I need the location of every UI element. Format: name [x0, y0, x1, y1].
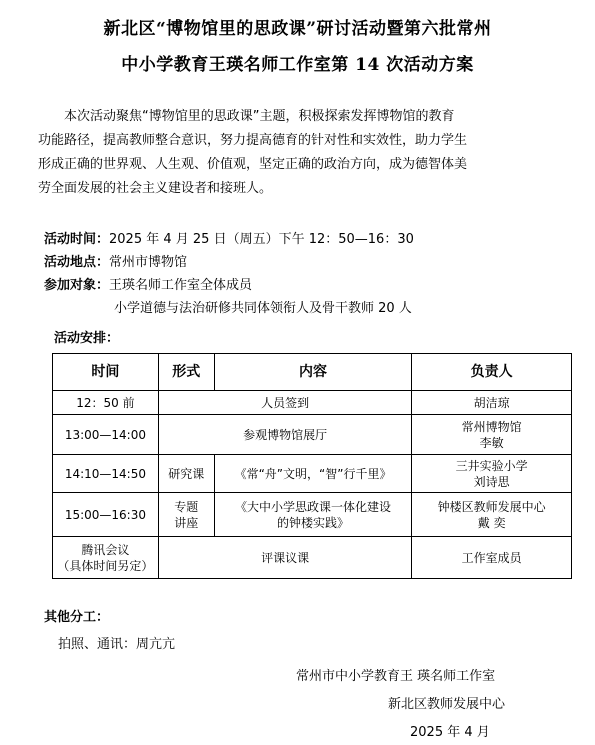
- cell-owner-org: 钟楼区教师发展中心: [437, 499, 546, 514]
- cell-time-line2: （具体时间另定）: [57, 558, 154, 573]
- table-row: [53, 415, 572, 455]
- header-content: 内容: [214, 354, 412, 391]
- table-row: [53, 391, 572, 415]
- cell-form-line2: 讲座: [174, 515, 199, 530]
- schedule-label: 活动安排：: [54, 331, 120, 346]
- signature-org-2: 新北区教师发展中心: [388, 697, 506, 712]
- table-row: [53, 537, 572, 579]
- header-form: 形式: [158, 354, 214, 391]
- cell-form-line1: 专题: [174, 499, 199, 514]
- cell-owner-org: 三井实验小学: [455, 458, 528, 473]
- activity-time-label: 活动时间：: [44, 232, 110, 247]
- cell-content-line1: 《大中小学思政课一体化建设: [235, 499, 392, 514]
- cell-content: 《常“舟”文明，“智”行千里》: [214, 455, 412, 493]
- intro-line-1: 本次活动聚焦“博物馆里的思政课”主题，积极探索发挥博物馆的教育: [64, 109, 455, 124]
- cell-owner: [412, 493, 572, 537]
- cell-time-line1: 腾讯会议: [81, 542, 130, 557]
- header-owner: 负责人: [412, 354, 572, 391]
- activity-place-label: 活动地点：: [44, 255, 110, 270]
- cell-form: [158, 493, 214, 537]
- cell-content: [214, 493, 412, 537]
- cell-content: 评课议课: [158, 537, 412, 579]
- activity-place: [44, 251, 187, 270]
- participants-line-1: 王瑛名师工作室全体成员: [109, 278, 253, 293]
- participants-label: 参加对象：: [44, 278, 110, 293]
- cell-time: [53, 537, 159, 579]
- cell-owner: 胡洁琼: [412, 391, 572, 415]
- table-row: [53, 455, 572, 493]
- header-time: 时间: [53, 354, 159, 391]
- cell-owner-org: 常州博物馆: [461, 419, 522, 434]
- cell-content: 参观博物馆展厅: [158, 415, 412, 455]
- signature-date: 2025 年 4 月: [410, 725, 490, 740]
- cell-owner-person: 刘诗思: [473, 474, 510, 489]
- cell-owner: [412, 415, 572, 455]
- intro-line-2: 功能路径，提高教师整合意识，努力提高德育的针对性和实效性，助力学生: [38, 133, 468, 148]
- activity-place-value: 常州市博物馆: [109, 255, 188, 270]
- schedule-table: [52, 353, 572, 579]
- intro-line-4: 劳全面发展的社会主义建设者和接班人。: [38, 181, 273, 196]
- activity-time-value: 2025 年 4 月 25 日（周五）下午 12：50—16：30: [109, 232, 414, 247]
- cell-owner-person: 李敏: [479, 435, 504, 450]
- signature-org-1: 常州市中小学教育王 瑛名师工作室: [296, 669, 496, 684]
- other-duties-line: 拍照、通讯：周亢亢: [58, 637, 176, 652]
- cell-time: 14:10—14:50: [53, 455, 159, 493]
- cell-time: 13:00—14:00: [53, 415, 159, 455]
- cell-content-line2: 的钟楼实践》: [277, 515, 350, 530]
- cell-time: 15:00—16:30: [53, 493, 159, 537]
- intro-line-3: 形成正确的世界观、人生观、价值观，坚定正确的政治方向，成为德智体美: [38, 157, 468, 172]
- participants: [44, 274, 252, 293]
- cell-owner: [412, 455, 572, 493]
- cell-owner-person: 戴 奕: [477, 515, 506, 530]
- cell-time: 12：50 前: [53, 391, 159, 415]
- activity-time: [44, 228, 414, 247]
- table-row: [53, 493, 572, 537]
- cell-content: 人员签到: [158, 391, 412, 415]
- schedule-header-row: [53, 354, 572, 391]
- cell-form: 研究课: [158, 455, 214, 493]
- other-duties-label: 其他分工：: [44, 610, 110, 625]
- cell-owner: 工作室成员: [412, 537, 572, 579]
- document-title-line1: 新北区“博物馆里的思政课”研讨活动暨第六批常州: [103, 19, 492, 39]
- participants-line-2: 小学道德与法治研修共同体领衔人及骨干教师 20 人: [114, 301, 412, 316]
- document-title-line2: 中小学教育王瑛名师工作室第 14 次活动方案: [121, 55, 474, 75]
